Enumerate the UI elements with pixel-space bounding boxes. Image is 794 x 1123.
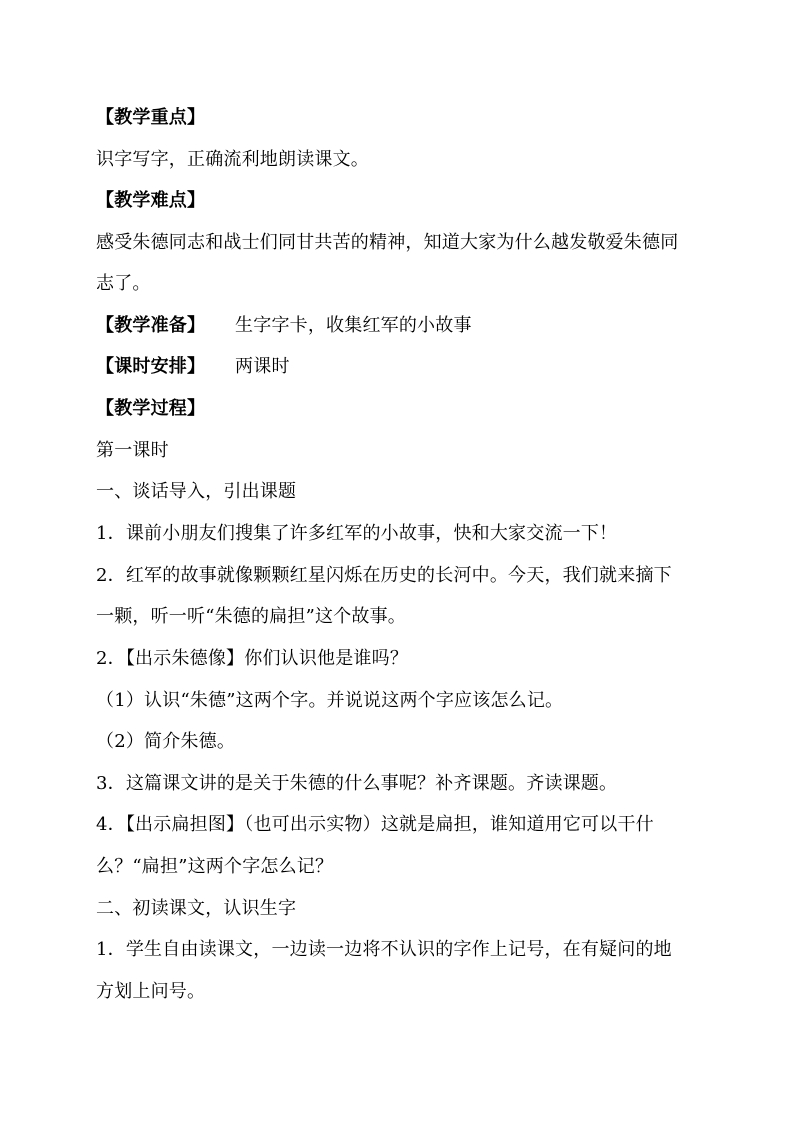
preparation-text: 生字字卡，收集红军的小故事 [235, 315, 472, 336]
sub-item-2: （2）简介朱德。 [96, 731, 236, 752]
heading-teaching-preparation: 【教学准备】 [96, 315, 206, 336]
list-item-6-line-2: 方划上问号。 [96, 981, 206, 1002]
list-item-5-line-1: 4．【出示扁担图】（也可出示实物）这就是扁担，谁知道用它可以干什 [96, 814, 654, 835]
list-item-6-line-1: 1．学生自由读课文，一边读一边将不认识的字作上记号，在有疑问的地 [96, 939, 672, 960]
heading-teaching-difficulty: 【教学难点】 [96, 190, 206, 211]
lesson-title: 第一课时 [96, 440, 169, 461]
list-item-5-line-2: 么？“扁担”这两个字怎么记？ [96, 856, 334, 877]
list-item-3: 2．【出示朱德像】你们认识他是谁吗？ [96, 648, 409, 669]
section-heading-2: 二、初读课文，认识生字 [96, 898, 297, 919]
preparation-row [96, 314, 706, 338]
heading-class-schedule: 【课时安排】 [96, 356, 206, 377]
section-heading-1: 一、谈话导入，引出课题 [96, 481, 297, 502]
schedule-row [96, 355, 706, 379]
heading-teaching-process: 【教学过程】 [96, 398, 206, 419]
paragraph-teaching-difficulty-line-1: 感受朱德同志和战士们同甘共苦的精神，知道大家为什么越发敬爱朱德同 [96, 232, 679, 253]
list-item-1: 1．课前小朋友们搜集了许多红军的小故事，快和大家交流一下！ [96, 523, 618, 544]
list-item-2-line-1: 2．红军的故事就像颗颗红星闪烁在历史的长河中。今天，我们就来摘下 [96, 565, 672, 586]
paragraph-teaching-focus: 识字写字，正确流利地朗读课文。 [96, 149, 369, 170]
heading-teaching-focus: 【教学重点】 [96, 107, 206, 128]
list-item-4: 3．这篇课文讲的是关于朱德的什么事呢？补齐课题。齐读课题。 [96, 773, 618, 794]
schedule-text: 两课时 [235, 356, 290, 377]
paragraph-teaching-difficulty-line-2: 志了。 [96, 273, 151, 294]
list-item-2-line-2: 一颗，听一听“朱德的扁担”这个故事。 [96, 606, 407, 627]
sub-item-1: （1）认识“朱德”这两个字。并说说这两个字应该怎么记。 [96, 690, 564, 711]
